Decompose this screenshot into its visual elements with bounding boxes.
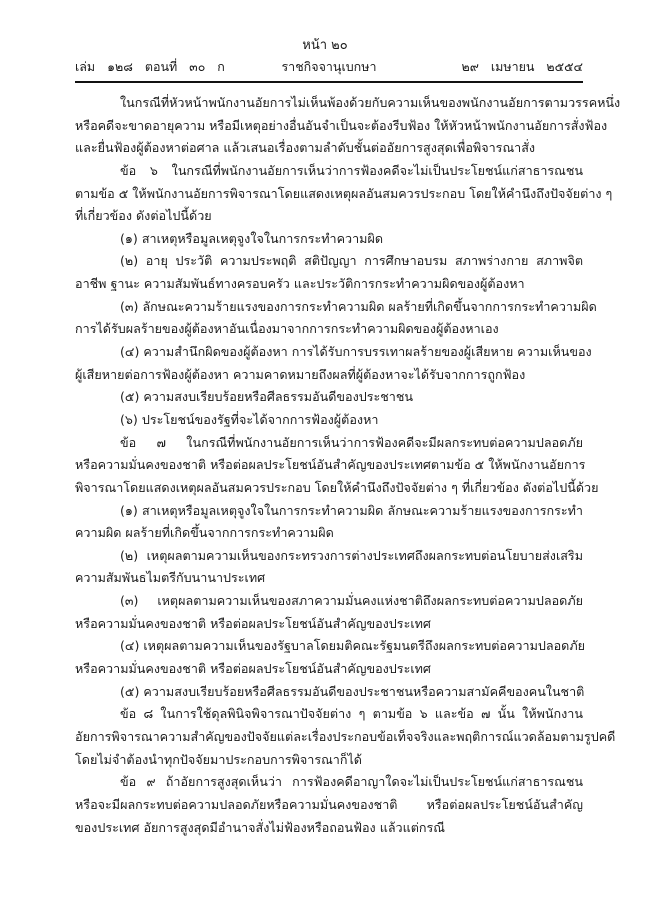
text-line: อาชีพ ฐานะ ความสัมพันธ์ทางครอบครัว และประวัติการกระทำความผิดของผู้ต้องหา [75, 276, 525, 292]
gazette-header [75, 57, 583, 77]
text-line: หรือจะมีผลกระทบต่อความปลอดภัยหรือความมั่นคงของชาติ หรือต่อผลประโยชน์อันสำคัญ [75, 796, 583, 812]
text-line: ความสัมพันธไมตรีกับนานาประเทศ [75, 570, 266, 586]
text-line: ข้อ ๙ ถ้าอัยการสูงสุดเห็นว่า การฟ้องคดีอาญาใดจะไม่เป็นประโยชน์แก่สาธารณชน [120, 774, 583, 790]
text-line: (๓) ลักษณะความร้ายแรงของการกระทำความผิด ผลร้ายที่เกิดขึ้นจากการกระทำความผิด [120, 298, 597, 314]
text-line: ข้อ ๘ ในการใช้ดุลพินิจพิจารณาปัจจัยต่าง ๆ ตามข้อ ๖ และข้อ ๗ นั้น ให้พนักงาน [120, 706, 583, 722]
text-line: การได้รับผลร้ายของผู้ต้องหาอันเนื่องมาจากการกระทำความผิดของผู้ต้องหาเอง [75, 321, 499, 337]
text-line: หรือความมั่นคงของชาติ หรือต่อผลประโยชน์อันสำคัญของประเทศ [75, 661, 431, 677]
text-line: (๒) เหตุผลตามความเห็นของกระทรวงการต่างประเทศถึงผลกระทบต่อนโยบายส่งเสริม [120, 547, 583, 563]
page-number: หน้า ๒๐ [302, 38, 348, 53]
text-line: (๑) สาเหตุหรือมูลเหตุจูงใจในการกระทำความผิด ลักษณะความร้ายแรงของการกระทำ [120, 502, 583, 518]
text-line: อัยการพิจารณาความสำคัญของปัจจัยแต่ละเรื่องประกอบข้อเท็จจริงและพฤติการณ์แวดล้อมตามรูปคดี [75, 728, 616, 744]
volume-issue: เล่ม ๑๒๘ ตอนที่ ๓๐ ก [75, 59, 225, 74]
text-line: (๕) ความสงบเรียบร้อยหรือศีลธรรมอันดีของประชาชน [120, 389, 414, 405]
text-line: ความผิด ผลร้ายที่เกิดขึ้นจากการกระทำความผิด [75, 525, 334, 541]
text-line: หรือความมั่นคงของชาติ หรือต่อผลประโยชน์อันสำคัญของประเทศ [75, 615, 431, 631]
publication-title: ราชกิจจานุเบกษา [281, 59, 377, 74]
text-line: ข้อ ๖ ในกรณีที่พนักงานอัยการเห็นว่าการฟ้องคดีจะไม่เป็นประโยชน์แก่สาธารณชน [120, 162, 583, 178]
text-line: ของประเทศ อัยการสูงสุดมีอำนาจสั่งไม่ฟ้องหรือถอนฟ้อง แล้วแต่กรณี [75, 819, 445, 835]
text-line: โดยไม่จำต้องนำทุกปัจจัยมาประกอบการพิจารณาก็ได้ [75, 751, 362, 767]
text-line: ข้อ ๗ ในกรณีที่พนักงานอัยการเห็นว่าการฟ้องคดีจะมีผลกระทบต่อความปลอดภัย [120, 434, 583, 450]
text-line: หรือคดีจะขาดอายุความ หรือมีเหตุอย่างอื่นอันจำเป็นจะต้องรีบฟ้อง ให้หัวหน้าพนักงานอัยการสั่งฟ้อง [75, 117, 608, 133]
header-divider [75, 81, 583, 83]
publication-date: ๒๙ เมษายน ๒๕๕๔ [461, 59, 583, 74]
text-line: (๔) เหตุผลตามความเห็นของรัฐบาลโดยมติคณะรัฐมนตรีถึงผลกระทบต่อความปลอดภัย [120, 638, 586, 654]
text-line: ที่เกี่ยวข้อง ดังต่อไปนี้ด้วย [75, 208, 212, 224]
text-line: พิจารณาโดยแสดงเหตุผลอันสมควรประกอบ โดยให้คำนึงถึงปัจจัยต่าง ๆ ที่เกี่ยวข้อง ดังต่อไปนี้ด้วย [75, 479, 599, 495]
document-body [75, 92, 621, 839]
text-line: หรือความมั่นคงของชาติ หรือต่อผลประโยชน์อันสำคัญของประเทศตามข้อ ๕ ให้พนักงานอัยการ [75, 457, 586, 473]
text-line: (๔) ความสำนึกผิดของผู้ต้องหา การได้รับการบรรเทาผลร้ายของผู้เสียหาย ความเห็นของ [120, 344, 592, 360]
text-line: (๑) สาเหตุหรือมูลเหตุจูงใจในการกระทำความผิด [120, 230, 384, 246]
text-line: (๓) เหตุผลตามความเห็นของสภาความมั่นคงแห่งชาติถึงผลกระทบต่อความปลอดภัย [120, 593, 583, 609]
text-line: และยื่นฟ้องผู้ต้องหาต่อศาล แล้วเสนอเรื่องตามลำดับชั้นต่ออัยการสูงสุดเพื่อพิจารณาสั่ง [75, 140, 536, 156]
text-line: (๕) ความสงบเรียบร้อยหรือศีลธรรมอันดีของประชาชนหรือความสามัคคีของคนในชาติ [120, 683, 585, 699]
text-line: ตามข้อ ๕ ให้พนักงานอัยการพิจารณาโดยแสดงเหตุผลอันสมควรประกอบ โดยให้คำนึงถึงปัจจัยต่าง ๆ [75, 185, 613, 201]
text-line: (๖) ประโยชน์ของรัฐที่จะได้จากการฟ้องผู้ต้องหา [120, 411, 379, 427]
text-line: ในกรณีที่หัวหน้าพนักงานอัยการไม่เห็นพ้องด้วยกับความเห็นของพนักงานอัยการตามวรรคหนึ่ง [120, 95, 621, 110]
text-line: ผู้เสียหายต่อการฟ้องผู้ต้องหา ความคาดหมายถึงผลที่ผู้ต้องหาจะได้รับจากการถูกฟ้อง [75, 366, 526, 382]
text-line: (๒) อายุ ประวัติ ความประพฤติ สติปัญญา การศึกษาอบรม สภาพร่างกาย สภาพจิต [120, 253, 583, 269]
